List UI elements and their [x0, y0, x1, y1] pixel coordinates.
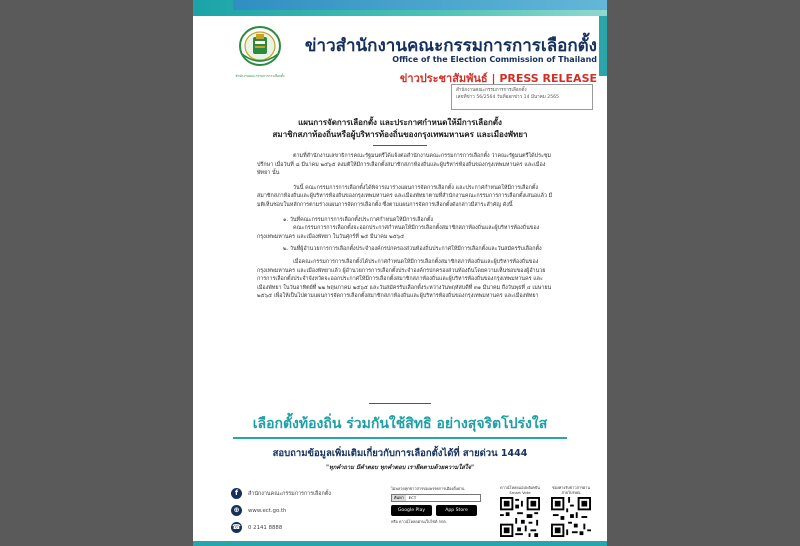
app-download-note: หรือ ดาวน์โหลดผ่านเว็บไซต์ กกต. [391, 519, 447, 524]
qr-caption-line: Smart Vote [509, 490, 531, 495]
qr-caption-smart-vote [495, 485, 545, 495]
body-end-divider [369, 403, 431, 404]
qr-code-smart-vote[interactable] [500, 497, 540, 537]
org-name-thai: ข่าวสำนักงานคณะกรรมการการเลือกตั้ง [304, 36, 597, 56]
qr-caption-line: ดาวน์โหลดแอปพลิเคชัน [500, 485, 540, 490]
document-title [233, 117, 567, 141]
hotline-text: สอบถามข้อมูลเพิ่มเติมเกี่ยวกับการเลือกตั้งได้ที่ สายด่วน 1444 [272, 448, 528, 459]
body-paragraph: ตามที่สำนักงานเลขาธิการคณะรัฐมนตรีได้แจ้งต่อสำนักงานคณะกรรมการการเลือกตั้ง ว่าคณะรัฐมนตรีได้ประชุมปรึกษา เมื่อวันที่ ๘ มีนาคม ๒๕๖๕ ลงมติให้มีการเลือกตั้งสมาชิกสภาท้องถิ่นและผู้บริหารท้องถิ่นของกรุงเทพมหานคร และเมืองพัทยา นั้น [257, 153, 552, 177]
facebook-icon: f [231, 488, 242, 499]
document-body [257, 152, 553, 307]
contact-text: www.ect.go.th [248, 507, 287, 514]
store-badges [391, 505, 489, 516]
qr-caption-news [545, 485, 597, 495]
logo-caption: สำนักงานคณะกรรมการการเลือกตั้ง [235, 74, 285, 78]
body-paragraph: เมื่อคณะกรรมการการเลือกตั้งได้ประกาศกำหนดให้มีการเลือกตั้งสมาชิกสภาท้องถิ่นและผู้บริหารท้องถิ่นของกรุงเทพมหานคร และเมืองพัทยาแล้ว ผู้อำนวยการการเลือกตั้งประจำองค์กรปกครองส่วนท้องถิ่นโดยความเห็นชอบของผู้อำนวยการการเลือกตั้งประจำจังหวัดจะออกประกาศให้มีการเลือกตั้งสมาชิกสภาท้องถิ่นและผู้บริหารท้องถิ่นของกรุงเทพมหานคร และเมืองพัทยา ในวันอาทิตย์ที่ ๒๒ พฤษภาคม ๒๕๖๕ และวันสมัครรับเลือกตั้งระหว่างวันพฤหัสบดีที่ ๓๑ มีนาคม ถึงวันพุธที่ ๔ เมษายน ๒๕๖๕ เพื่อให้เป็นไปตามแผนการจัดการเลือกตั้งสมาชิกสภาท้องถิ่นและผู้บริหารท้องถิ่นของกรุงเทพมหานคร และเมืองพัทยา [257, 258, 552, 300]
reference-line: สำนักงานคณะกรรมการการเลือกตั้ง [456, 88, 527, 93]
title-line: แผนการจัดการเลือกตั้ง และประกาศกำหนดให้มีการเลือกตั้ง [298, 118, 502, 127]
app-search-label: ค้นหา [394, 495, 404, 500]
web-icon: ⊕ [231, 505, 242, 516]
press-release-label: ข่าวประชาสัมพันธ์ | PRESS RELEASE [399, 72, 597, 85]
qr-caption-line: สายไปรษณ [561, 490, 581, 495]
app-search-field [391, 494, 481, 502]
news-reference-box [451, 84, 593, 110]
contact-website[interactable] [231, 505, 286, 516]
contact-phone[interactable] [231, 522, 282, 533]
reference-line: เลขที่ข่าว 56/2564 วันที่ออกข่าว 14 มีนาคม 2565 [456, 95, 559, 100]
contact-text: 0 2141 8888 [248, 524, 283, 531]
side-color-tab [599, 16, 607, 76]
google-play-badge[interactable]: Google Play [391, 505, 432, 516]
slogan-divider [233, 437, 567, 439]
title-divider [373, 145, 427, 146]
press-release-document [193, 0, 607, 546]
body-item-heading: ๑. วันที่คณะกรรมการการเลือกตั้งประกาศกำหนดให้มีการเลือกตั้ง [283, 216, 434, 223]
app-download-box [391, 486, 489, 536]
body-item-heading: ๒. วันที่ผู้อำนวยการการเลือกตั้งประจำองค์กรปกครองส่วนท้องถิ่นประกาศให้มีการเลือกตั้งและวันสมัครรับเลือกตั้ง [283, 246, 542, 253]
title-line: สมาชิกสภาท้องถิ่นหรือผู้บริหารท้องถิ่นของกรุงเทพมหานคร และเมืองพัทยา [272, 130, 528, 139]
app-store-badge[interactable]: App Store [436, 505, 477, 516]
org-name-english: Office of the Election Commission of Thailand [392, 55, 597, 64]
contact-text: สำนักงานคณะกรรมการการเลือกตั้ง [248, 490, 331, 497]
campaign-slogan: เลือกตั้งท้องถิ่น ร่วมกันใช้สิทธิ อย่างสุจริตโปร่งใส [252, 416, 548, 432]
hotline-motto: "ทุกคำถาม มีคำตอบ ทุกคำตอบ เรายึดตามด้วยความใส่ใจ" [326, 465, 474, 471]
bottom-color-band [193, 541, 607, 546]
app-download-title: ไม่พลาดทุกข่าวสารของพรรคการเมืองตั้งผ่าน [391, 486, 465, 491]
ect-logo [223, 24, 297, 76]
qr-caption-line: ช่องทางรับข่าวสารผ่าน [552, 485, 590, 490]
app-search-value: ECT [408, 495, 417, 500]
body-item-text: คณะกรรมการการเลือกตั้งจะออกประกาศกำหนดให้มีการเลือกตั้งสมาชิกสภาท้องถิ่นและผู้บริหารท้องถิ่นของกรุงเทพมหานคร และเมืองพัทยา ในวันศุกร์ที่ ๒๕ มีนาคม ๒๕๖๕ [257, 225, 540, 240]
top-accent-band [233, 0, 607, 10]
contact-facebook[interactable] [231, 488, 331, 499]
phone-icon: ☎ [232, 523, 241, 531]
qr-code-news[interactable] [551, 497, 591, 537]
body-paragraph: วันนี้ คณะกรรมการการเลือกตั้งได้พิจารณาร่างแผนการจัดการเลือกตั้ง และประกาศกำหนดให้มีการเลือกตั้งสมาชิกสภาท้องถิ่นและผู้บริหารท้องถิ่นของกรุงเทพมหานคร และเมืองพัทยาตามที่สำนักงานคณะกรรมการการเลือกตั้งเสนอแล้ว มีมติเห็นชอบในหลักการตามร่างแผนการจัดการเลือกตั้ง ซึ่งตามแผนการจัดการเลือกตั้งดังกล่าวมีสาระสำคัญ ดังนี้ [257, 184, 553, 208]
